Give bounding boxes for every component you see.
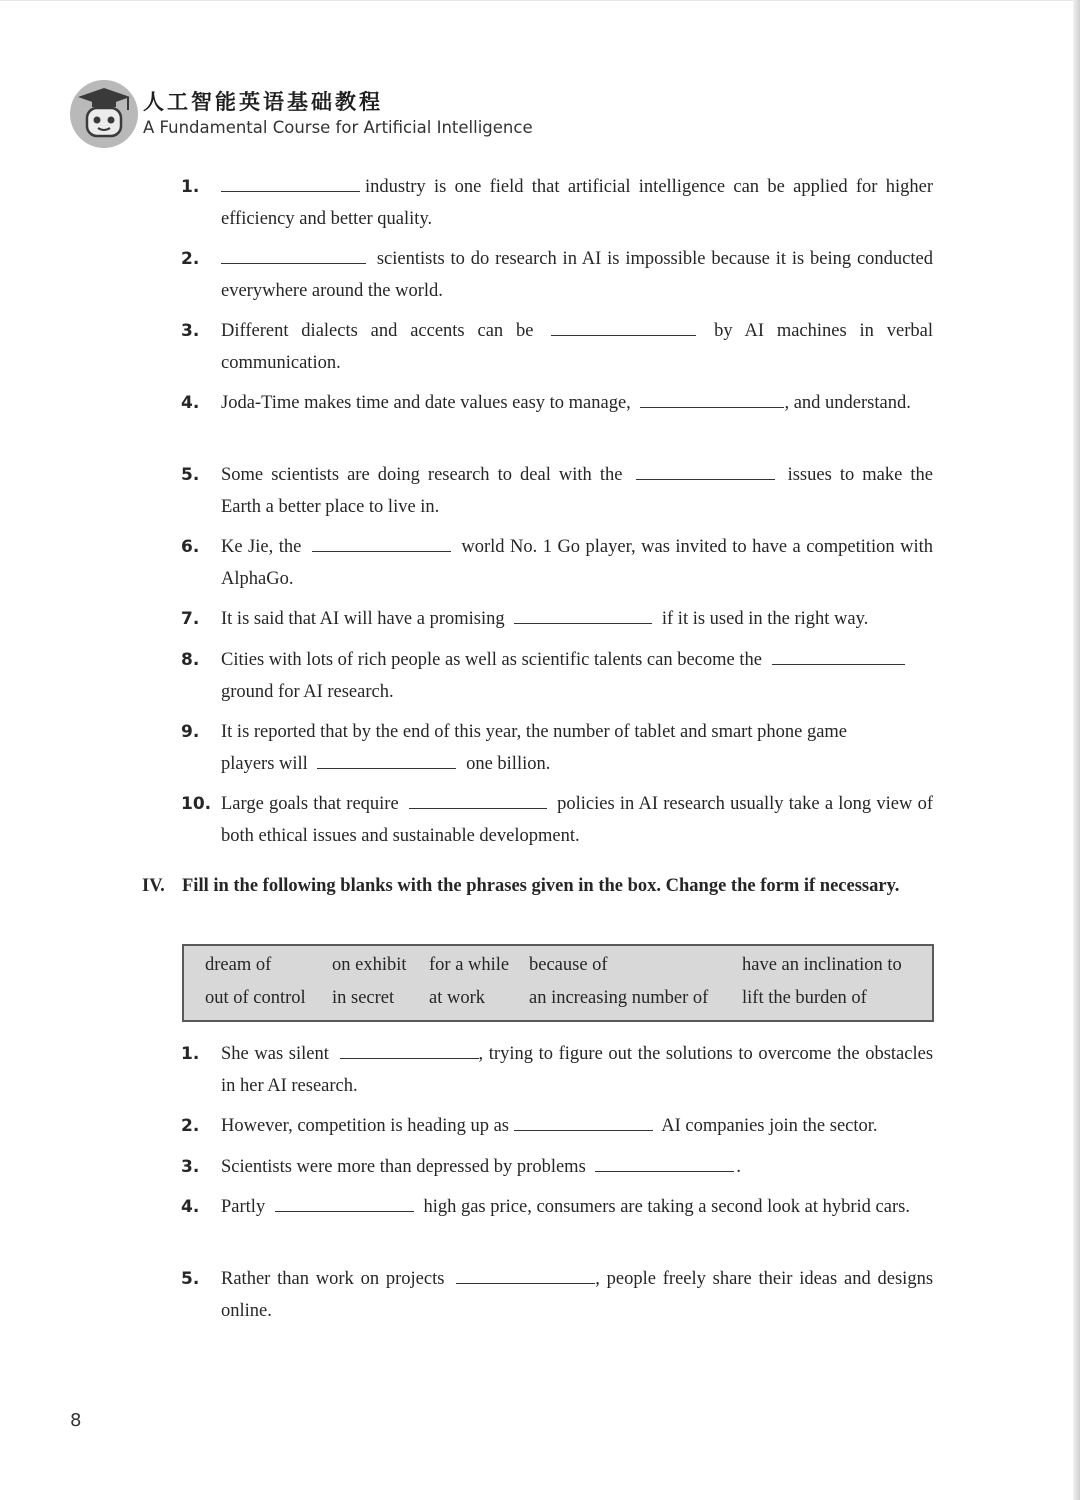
text-before-blank: Different dialects and accents can be [221,321,534,341]
text-after-blank: industry is one field that artificial intelligence can be applied for higher [365,177,933,197]
page-edge-shadow [1073,0,1080,1500]
item-number: 2. [181,1116,200,1136]
text-line2: conducted everywhere around the world. [221,249,933,301]
answer-blank[interactable] [772,663,905,665]
top-rule [0,0,1080,1]
item-text-line2 [221,748,933,780]
text-after-blank: . [736,1157,742,1177]
text-after-blank: , trying to figure out the solutions to overcome the [478,1044,860,1064]
item-number: 2. [181,249,200,269]
text-line2: efficiency and better quality. [221,209,433,229]
item-text [221,1263,933,1327]
text-line2: communication. [221,353,341,373]
phrase-cell: because of [529,955,608,975]
answer-blank[interactable] [640,406,784,408]
page-number: 8 [70,1410,82,1431]
phrase-cell: lift the burden of [742,988,867,1008]
graduate-robot-icon [70,80,138,148]
phrase-box [182,944,934,1022]
text-after-blank: scientists to do research in AI is impossible because it is being [376,249,852,269]
phrase-cell: out of control [205,988,306,1008]
text-after-blank: , people freely share their ideas and [595,1269,871,1289]
text-before-blank: However, competition is heading up as [221,1116,509,1136]
item-text [221,531,933,595]
item-number: 10. [181,794,212,814]
text-before-blank: players will [221,754,308,774]
text-line2: with AlphaGo. [221,537,934,589]
answer-blank[interactable] [312,550,451,552]
item-text [221,603,933,635]
item-number: 3. [181,321,200,341]
item-text [221,315,933,379]
text-line2: Earth a better place to live in. [221,497,440,517]
phrase-cell: at work [429,988,485,1008]
section-roman-numeral: IV. [142,876,165,896]
answer-blank[interactable] [456,1282,595,1284]
phrase-cell: dream of [205,955,272,975]
text-line2: obstacles in her AI research. [221,1044,934,1096]
text-before-blank: It is reported that by the end of this year, the number of tablet and smart phone game [221,722,848,742]
item-number: 9. [181,722,200,742]
answer-blank[interactable] [317,767,456,769]
text-before-blank: Ke Jie, the [221,537,302,557]
text-after-blank: high gas price, consumers are taking a second look at hybrid [423,1197,871,1217]
item-number: 8. [181,650,200,670]
item-number: 6. [181,537,200,557]
answer-blank[interactable] [514,1129,653,1131]
answer-blank[interactable] [221,190,360,192]
text-before-blank: Rather than work on projects [221,1269,445,1289]
item-number: 5. [181,465,200,485]
item-number: 1. [181,1044,200,1064]
text-after-blank: if it is used in the right way. [661,609,869,629]
answer-blank[interactable] [595,1170,734,1172]
phrase-cell: for a while [429,955,510,975]
text-after-blank: one billion. [466,754,551,774]
text-line2: of both ethical issues and sustainable development. [221,794,933,846]
text-before-blank: Large goals that require [221,794,399,814]
answer-blank[interactable] [275,1210,414,1212]
item-text [221,171,933,235]
item-number: 5. [181,1269,200,1289]
item-text [221,1151,933,1183]
phrase-cell: on exhibit [332,955,407,975]
item-number: 3. [181,1157,200,1177]
item-text [221,459,933,523]
item-text [221,1038,933,1102]
answer-blank[interactable] [514,622,652,624]
text-before-blank: She was silent [221,1044,329,1064]
item-text [221,387,933,419]
phrase-cell: have an inclination to [742,955,902,975]
item-text [221,716,933,748]
text-after-blank: , and [784,393,821,413]
text-before-blank: Some scientists are doing research to deal with the [221,465,623,485]
answer-blank[interactable] [340,1057,479,1059]
text-after-blank: by AI machines in verbal [714,321,933,341]
text-before-blank: Cities with lots of rich people as well as scientific talents can become the [221,650,762,670]
phrase-cell: in secret [332,988,395,1008]
book-title-english: A Fundamental Course for Artificial Intelligence [143,118,533,137]
answer-blank[interactable] [551,334,696,336]
text-before-blank: Joda-Time makes time and date values easy to manage, [221,393,631,413]
item-text [221,243,933,307]
answer-blank[interactable] [409,807,547,809]
text-after-blank: issues to make the [787,465,933,485]
text-line2: cars. [875,1197,910,1217]
item-number: 4. [181,393,200,413]
item-number: 7. [181,609,200,629]
book-title-chinese: 人工智能英语基础教程 [143,90,383,114]
phrase-cell: an increasing number of [529,988,709,1008]
text-after-blank: world No. 1 Go player, was invited to have a competition [461,537,895,557]
answer-blank[interactable] [636,478,775,480]
item-text [221,1191,933,1223]
item-text [221,788,933,852]
text-after-blank: policies in AI research usually take a long view [557,794,913,814]
item-text [221,644,933,676]
answer-blank[interactable] [221,262,366,264]
text-line2: understand. [825,393,911,413]
text-after-blank: AI companies join the sector. [661,1116,878,1136]
item-text [221,1110,933,1142]
text-before-blank: Scientists were more than depressed by problems [221,1157,586,1177]
item-number: 1. [181,177,200,197]
text-line2: designs online. [221,1269,934,1321]
text-before-blank: It is said that AI will have a promising [221,609,505,629]
text-before-blank: Partly [221,1197,266,1217]
item-number: 4. [181,1197,200,1217]
item-text-line2: ground for AI research. [221,682,394,702]
section-instruction: Fill in the following blanks with the phrases given in the box. Change the form if necessary. [182,876,900,896]
